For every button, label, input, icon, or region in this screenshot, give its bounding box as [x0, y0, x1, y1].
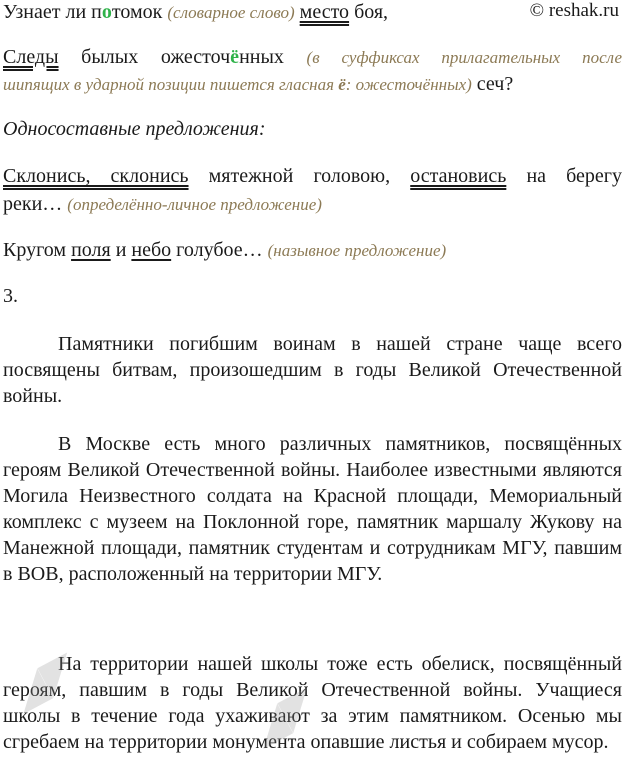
paragraph-text: В Москве есть много различных памятников, посвящённых героям Великой Отечественной войны. Наиболее известными являются Могила Неизвестного солдата на Красной площади, Мемориальный комплекс с музеем на Поклонной горе, памятник маршалу Жукову на Манежной площади, памятник студентам и сотрудникам МГУ, павшим в ВОВ, расположенный на территории МГУ. [3, 433, 622, 585]
text: сеч? [471, 73, 514, 95]
annotation: (назывное предложение) [267, 241, 447, 260]
text: Кругом [3, 239, 72, 261]
subject-word: небо [131, 239, 172, 261]
annotation: (определённо-личное предложение) [67, 195, 322, 214]
subject-word: Следы [3, 46, 59, 68]
site-watermark: © reshak.ru [529, 0, 619, 21]
text: томок [111, 1, 168, 23]
verse-line-2 [3, 45, 622, 70]
highlighted-letter: о [101, 1, 112, 23]
annotation: : ожесточённых) [345, 75, 472, 94]
verse-line-1 [3, 0, 388, 25]
annotation: (словарное слово) [167, 3, 295, 22]
paragraph-2 [3, 431, 622, 587]
annotation-bold-letter: ё [338, 75, 346, 94]
text: мятежной головою, [188, 165, 411, 187]
highlighted-letter: ё [230, 46, 240, 68]
annotation: (в суффиксах прилагательных после [306, 48, 623, 67]
underlined-word: место [299, 1, 350, 23]
predicate-phrase: Склонись, склонись [3, 165, 189, 187]
paragraph-text: На территории нашей школы тоже есть обелиск, посвящённый героям, павшим в годы Великой Отечественной войны. Учащиеся школы в течение года ухаживают за этим памятником. Осенью мы сгребаем на территории монумента опавшие листья и собираем мусор. [3, 653, 622, 753]
annotation: шипящих в ударной позиции пишется гласная [3, 75, 339, 94]
text: нных [239, 46, 284, 68]
verse-line-3 [3, 72, 513, 97]
example-line-1 [3, 164, 622, 188]
predicate-word: остановись [410, 165, 507, 187]
example-line-3 [3, 238, 446, 263]
paragraph-1 [3, 331, 622, 409]
paragraph-text: Памятники погибшим воинам в нашей стране чаще всего посвящены битвам, произошедшим в годы Великой Отечественной войны. [3, 333, 622, 407]
example-line-2 [3, 192, 322, 217]
section-heading: Односоставные предложения: [3, 118, 266, 140]
faint-watermark-mark: ◢◤ [242, 677, 326, 754]
faint-watermark-mark: ◢◤ [2, 642, 86, 719]
text: реки… [3, 193, 68, 215]
text: и [110, 239, 132, 261]
section-number: 3. [3, 285, 18, 307]
text: Узнает ли п [3, 1, 102, 23]
subject-word: поля [71, 239, 111, 261]
text: голубое… [171, 239, 268, 261]
text: на берегу [506, 165, 622, 187]
text: былых ожесточ [58, 46, 231, 68]
text: боя, [349, 1, 389, 23]
